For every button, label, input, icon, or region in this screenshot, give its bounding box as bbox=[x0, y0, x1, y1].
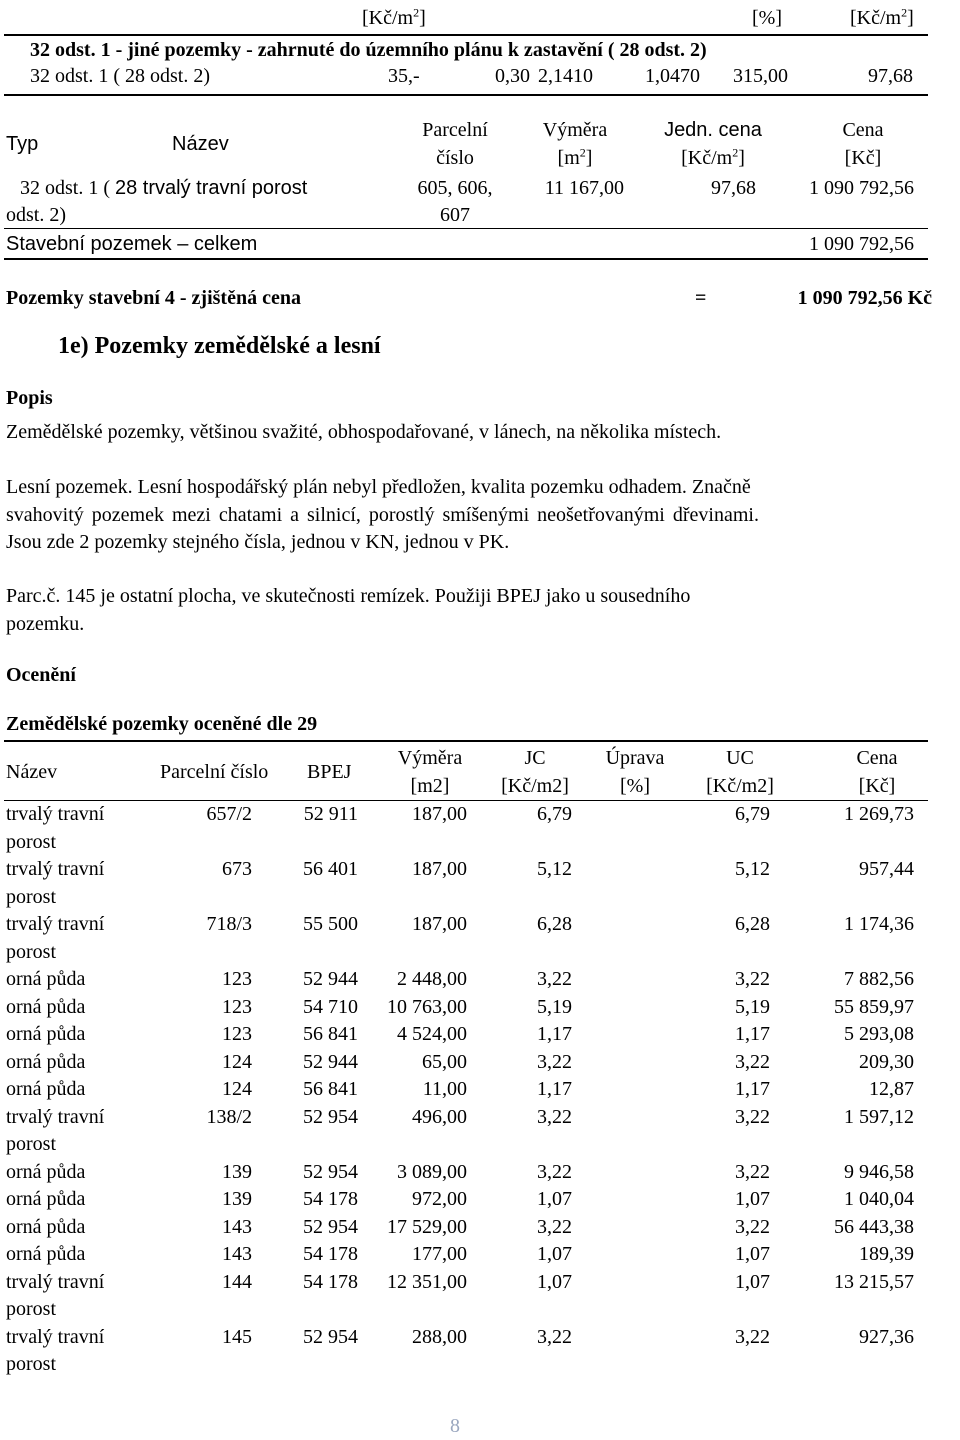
cell-parc: 718/3 bbox=[206, 913, 252, 935]
cell-jc: 3,22 bbox=[537, 1160, 572, 1183]
cell-uc: 3,22 bbox=[735, 1105, 770, 1128]
cell-value: 35,- bbox=[388, 65, 420, 87]
section-title: 1e) Pozemky zemědělské a lesní bbox=[58, 333, 381, 359]
th-uprava: Úprava bbox=[605, 747, 665, 769]
total-label: Stavební pozemek – celkem bbox=[6, 233, 258, 255]
cell-cena: 189,39 bbox=[859, 1243, 914, 1265]
cell-uc: 6,79 bbox=[735, 803, 770, 825]
cell-vym: 11,00 bbox=[422, 1078, 467, 1100]
cell-value: 0,30 bbox=[495, 65, 530, 87]
cell-parc: 124 bbox=[222, 1050, 252, 1073]
popis-label: Popis bbox=[6, 387, 53, 409]
row-jc: 97,68 bbox=[711, 177, 756, 199]
cell-cena: 13 215,57 bbox=[834, 1270, 914, 1293]
cell-cena: 957,44 bbox=[859, 858, 914, 880]
cell-parc: 139 bbox=[222, 1188, 252, 1210]
cell-parc: 124 bbox=[222, 1078, 252, 1100]
cell-nazev: orná půda bbox=[6, 1243, 86, 1265]
top-unit-3: $[Kč/m^2]$ bbox=[850, 5, 914, 29]
cell-cena: 12,87 bbox=[869, 1078, 914, 1100]
cell-jc: 3,22 bbox=[537, 1105, 572, 1128]
cell-cena: 7 882,56 bbox=[844, 968, 914, 990]
cell-nazev: trvalý travní bbox=[6, 858, 105, 880]
cell-bpej: 52 944 bbox=[303, 1050, 358, 1073]
cell-cena: 1 040,04 bbox=[844, 1188, 914, 1210]
cell-bpej: 52 954 bbox=[303, 1105, 358, 1128]
cell-bpej: 52 911 bbox=[303, 803, 358, 825]
divider bbox=[4, 34, 928, 36]
cell-nazev: orná půda bbox=[6, 1160, 86, 1183]
cell-uc: 3,22 bbox=[735, 1050, 770, 1073]
cell-vym: 4 524,00 bbox=[397, 1023, 467, 1045]
th-jc-unit: [Kč/m2] bbox=[501, 775, 569, 797]
cell-jc: 1,07 bbox=[537, 1243, 572, 1265]
cell-nazev: trvalý travní bbox=[6, 1270, 105, 1293]
cell-uc: 1,07 bbox=[735, 1270, 770, 1293]
cell-vym: 65,00 bbox=[422, 1050, 467, 1073]
cell-uc: 5,19 bbox=[735, 995, 770, 1018]
cell-jc: 3,22 bbox=[537, 1325, 572, 1348]
cell-value: 315,00 bbox=[733, 65, 788, 87]
cell-nazev-cont: porost bbox=[6, 1298, 56, 1320]
cell-cena: 1 597,12 bbox=[844, 1105, 914, 1128]
cell-parc: 138/2 bbox=[206, 1105, 252, 1128]
th-vymera-unit: [m2] bbox=[410, 775, 450, 797]
cell-uc: 3,22 bbox=[735, 1160, 770, 1183]
cell-jc: 1,07 bbox=[537, 1188, 572, 1210]
cell-jc: 1,17 bbox=[537, 1023, 572, 1045]
header-parcelni: Parcelní bbox=[422, 119, 488, 141]
cell-nazev-cont: porost bbox=[6, 885, 56, 908]
section-heading: 32 odst. 1 - jiné pozemky - zahrnuté do územního plánu k zastavění ( 28 odst. 2) bbox=[30, 39, 707, 61]
cell-bpej: 52 954 bbox=[303, 1215, 358, 1238]
cell-cena: 9 946,58 bbox=[844, 1160, 914, 1183]
th-uc-unit: [Kč/m2] bbox=[706, 775, 774, 797]
cell-cena: 56 443,38 bbox=[834, 1215, 914, 1238]
header-vymera: Výměra bbox=[542, 119, 608, 141]
header-typ: Typ bbox=[6, 133, 39, 155]
th-jc: JC bbox=[524, 747, 546, 769]
cell-uc: 1,17 bbox=[735, 1023, 770, 1045]
row-vymera: 11 167,00 bbox=[544, 177, 624, 199]
divider bbox=[4, 94, 928, 96]
th-bpej: BPEJ bbox=[307, 761, 352, 783]
cell-parc: 145 bbox=[222, 1325, 252, 1348]
header-vymera-unit: $[m^2]$ bbox=[557, 145, 593, 169]
cell-nazev-cont: porost bbox=[6, 940, 56, 963]
header-cena: Cena bbox=[842, 119, 884, 141]
cell-bpej: 52 954 bbox=[303, 1325, 358, 1348]
cell-bpej: 52 954 bbox=[303, 1160, 358, 1183]
cell-parc: 123 bbox=[222, 968, 252, 990]
cell-nazev: orná půda bbox=[6, 995, 86, 1018]
cell-jc: 3,22 bbox=[537, 1215, 572, 1238]
th-cena-unit: [Kč] bbox=[858, 775, 896, 797]
cell-bpej: 56 841 bbox=[303, 1023, 358, 1045]
cell-uc: 3,22 bbox=[735, 1325, 770, 1348]
cell-jc: 3,22 bbox=[537, 1050, 572, 1073]
cell-jc: 6,79 bbox=[537, 803, 572, 825]
cell-uc: 3,22 bbox=[735, 968, 770, 990]
cell-jc: 6,28 bbox=[537, 913, 572, 935]
th-uprava-unit: [%] bbox=[620, 775, 650, 797]
cell-nazev: trvalý travní bbox=[6, 913, 105, 935]
cell-bpej: 54 178 bbox=[303, 1243, 358, 1265]
cell-nazev: orná půda bbox=[6, 1215, 86, 1238]
top-unit-2: [%] bbox=[752, 7, 782, 29]
cell-nazev: orná půda bbox=[6, 1188, 86, 1210]
cell-vym: 187,00 bbox=[412, 803, 467, 825]
th-cena: Cena bbox=[856, 747, 898, 769]
cell-parc: 143 bbox=[222, 1215, 252, 1238]
cell-uc: 1,17 bbox=[735, 1078, 770, 1100]
oceneni-label: Ocenění bbox=[6, 664, 76, 686]
cell-uc: 1,07 bbox=[735, 1243, 770, 1265]
cell-cena: 927,36 bbox=[859, 1325, 914, 1348]
page-number: 8 bbox=[450, 1415, 460, 1437]
cell-vym: 177,00 bbox=[412, 1243, 467, 1265]
row-typ-cont: odst. 2) bbox=[6, 204, 66, 226]
popis-paragraph: svahovitý pozemek mezi chatami a silnicí, porostlý smíšenými neošetřovanými dřevinami. bbox=[6, 504, 759, 526]
cell-cena: 5 293,08 bbox=[844, 1023, 914, 1045]
cell-value: 97,68 bbox=[868, 65, 913, 87]
cell-uc: 5,12 bbox=[735, 858, 770, 880]
cell-bpej: 56 841 bbox=[303, 1078, 358, 1100]
cell-parc: 657/2 bbox=[206, 803, 252, 825]
cell-jc: 1,17 bbox=[537, 1078, 572, 1100]
summary-label: Pozemky stavební 4 - zjištěná cena bbox=[6, 287, 301, 309]
cell-nazev: trvalý travní bbox=[6, 803, 105, 825]
cell-vym: 288,00 bbox=[412, 1325, 467, 1348]
total-value: 1 090 792,56 bbox=[809, 233, 914, 255]
cell-cena: 1 269,73 bbox=[844, 803, 914, 825]
popis-paragraph: Zemědělské pozemky, většinou svažité, obhospodařované, v lánech, na několika místech. bbox=[6, 421, 722, 443]
popis-paragraph: Jsou zde 2 pozemky stejného čísla, jednou v KN, jednou v PK. bbox=[6, 531, 510, 553]
cell-uc: 3,22 bbox=[735, 1215, 770, 1238]
header-cislo: číslo bbox=[436, 147, 474, 169]
header-cena-unit: [Kč] bbox=[844, 147, 882, 169]
cell-vym: 10 763,00 bbox=[387, 995, 467, 1018]
popis-paragraph: Parc.č. 145 je ostatní plocha, ve skutečnosti remízek. Použiji BPEJ jako u sousedního bbox=[6, 585, 691, 607]
row-parcelni-cont: 607 bbox=[440, 204, 470, 226]
cell-vym: 496,00 bbox=[412, 1105, 467, 1128]
header-jc-unit: $[Kč/m^2]$ bbox=[681, 145, 745, 169]
cell-nazev: orná půda bbox=[6, 1023, 86, 1045]
cell-value: 1,0470 bbox=[645, 65, 700, 87]
cell-value: 2,1410 bbox=[538, 65, 593, 87]
cell-bpej: 52 944 bbox=[303, 968, 358, 990]
summary-eq: = bbox=[695, 287, 707, 309]
oceneni-subheading: Zemědělské pozemky oceněné dle 29 bbox=[6, 713, 318, 735]
cell-jc: 5,19 bbox=[537, 995, 572, 1018]
row-label: 32 odst. 1 ( 28 odst. 2) bbox=[30, 65, 210, 87]
divider bbox=[4, 740, 928, 742]
cell-vym: 12 351,00 bbox=[387, 1270, 467, 1293]
cell-jc: 3,22 bbox=[537, 968, 572, 990]
cell-jc: 5,12 bbox=[537, 858, 572, 880]
cell-nazev-cont: porost bbox=[6, 1133, 56, 1155]
cell-nazev: orná půda bbox=[6, 1050, 86, 1073]
cell-cena: 209,30 bbox=[859, 1050, 914, 1073]
header-nazev: Název bbox=[172, 133, 229, 155]
cell-nazev-cont: porost bbox=[6, 1353, 56, 1375]
cell-jc: 1,07 bbox=[537, 1270, 572, 1293]
top-unit-1: $[Kč/m^2]$ bbox=[362, 5, 426, 29]
cell-vym: 972,00 bbox=[412, 1188, 467, 1210]
cell-parc: 139 bbox=[222, 1160, 252, 1183]
divider bbox=[4, 258, 928, 260]
cell-bpej: 55 500 bbox=[303, 913, 358, 935]
cell-nazev: orná půda bbox=[6, 968, 86, 990]
divider bbox=[4, 228, 928, 229]
header-jedn-cena: Jedn. cena bbox=[664, 119, 762, 141]
row-parcelni: 605, 606, bbox=[417, 177, 493, 199]
cell-vym: 3 089,00 bbox=[397, 1160, 467, 1183]
row-typ: 32 odst. 1 ( 28 trvalý travní porost bbox=[20, 177, 308, 199]
cell-nazev: orná půda bbox=[6, 1078, 86, 1100]
summary-value: 1 090 792,56 Kč bbox=[797, 287, 932, 309]
popis-paragraph: Lesní pozemek. Lesní hospodářský plán nebyl předložen, kvalita pozemku odhadem. Značně bbox=[6, 476, 751, 498]
cell-nazev: trvalý travní bbox=[6, 1105, 105, 1128]
th-vymera: Výměra bbox=[397, 747, 463, 769]
cell-vym: 187,00 bbox=[412, 858, 467, 880]
row-cena: 1 090 792,56 bbox=[809, 177, 914, 199]
cell-cena: 55 859,97 bbox=[834, 995, 914, 1018]
cell-vym: 17 529,00 bbox=[387, 1215, 467, 1238]
popis-paragraph: pozemku. bbox=[6, 613, 85, 635]
cell-bpej: 54 178 bbox=[303, 1270, 358, 1293]
cell-nazev-cont: porost bbox=[6, 830, 56, 853]
cell-vym: 2 448,00 bbox=[397, 968, 467, 990]
cell-bpej: 54 178 bbox=[303, 1188, 358, 1210]
th-parcelni-cislo: Parcelní číslo bbox=[160, 761, 269, 783]
th-nazev: Název bbox=[6, 761, 58, 783]
th-uc: UC bbox=[726, 747, 754, 769]
cell-nazev: trvalý travní bbox=[6, 1325, 105, 1348]
cell-parc: 123 bbox=[222, 1023, 252, 1045]
cell-cena: 1 174,36 bbox=[844, 913, 914, 935]
cell-bpej: 56 401 bbox=[303, 858, 358, 880]
cell-parc: 143 bbox=[222, 1243, 252, 1265]
cell-uc: 1,07 bbox=[735, 1188, 770, 1210]
cell-parc: 673 bbox=[222, 858, 252, 880]
cell-parc: 144 bbox=[222, 1270, 252, 1293]
cell-bpej: 54 710 bbox=[303, 995, 358, 1018]
cell-uc: 6,28 bbox=[735, 913, 770, 935]
cell-parc: 123 bbox=[222, 995, 252, 1018]
cell-vym: 187,00 bbox=[412, 913, 467, 935]
divider bbox=[4, 800, 928, 801]
